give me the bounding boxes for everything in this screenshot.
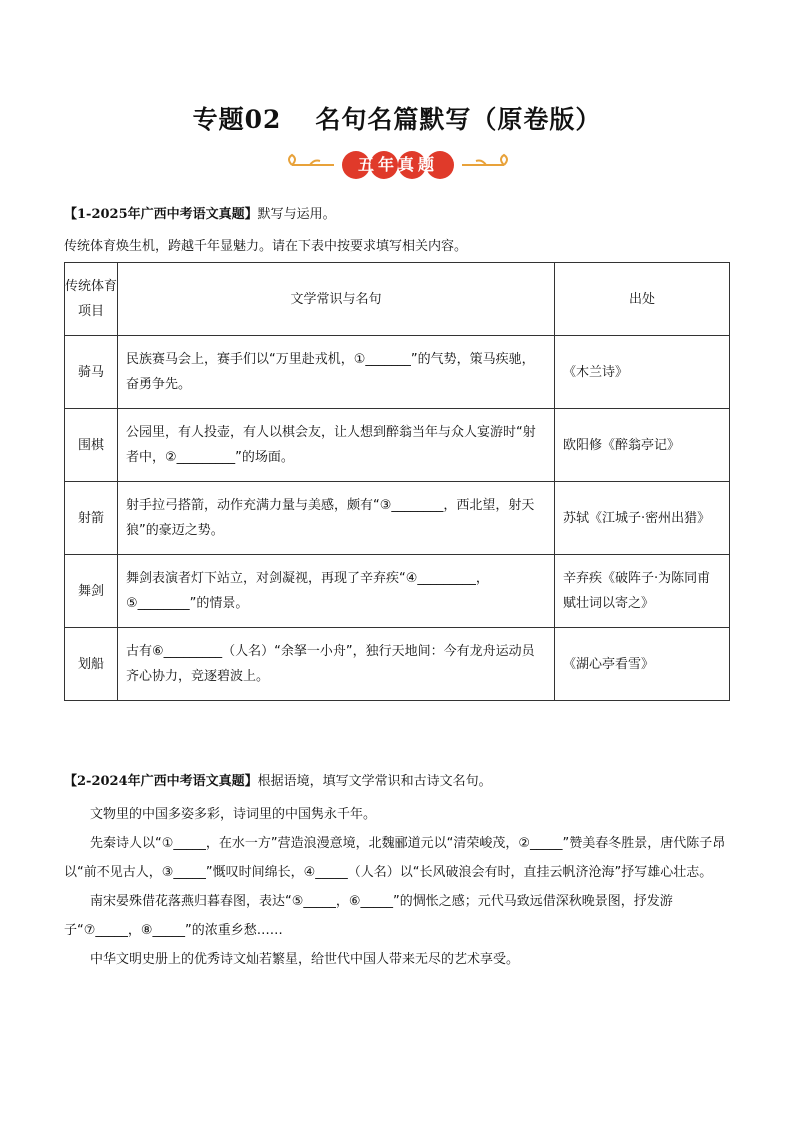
question-2-tag: 【2-2024年广西中考语文真题】 — [64, 774, 258, 789]
source-cell: 苏轼《江城子·密州出猎》 — [555, 482, 730, 555]
paragraph: 先秦诗人以“①_____，在水一方”营造浪漫意境，北魏郦道元以“清荣峻茂，②_____”赞美春冬胜景，唐代陈子昂以“前不见古人，③_____”慨叹时间绵长，④_____（人名）以“长风破浪会有时，直挂云帆济沧海”抒写雄心壮志。 — [64, 836, 726, 880]
source-cell: 《湖心亭看雪》 — [555, 628, 730, 701]
question-1-instruction: 默写与运用。 — [257, 207, 336, 222]
question-1-intro: 传统体育焕生机，跨越千年显魅力。请在下表中按要求填写相关内容。 — [64, 239, 468, 254]
section-banner — [282, 147, 514, 183]
table-header-row — [65, 263, 730, 336]
table-row — [65, 555, 730, 628]
text-cell: 民族赛马会上，赛手们以“万里赴戎机，①_______”的气势，策马疾驰，奋勇争先。 — [118, 336, 555, 409]
table-row — [65, 336, 730, 409]
sport-cell: 舞剑 — [65, 555, 118, 628]
text-cell: 古有⑥_________（人名）“余拏一小舟”，独行天地间：今有龙舟运动员齐心协力，竞逐碧波上。 — [118, 628, 555, 701]
question-2-heading — [64, 773, 492, 791]
paragraph: 中华文明史册上的优秀诗文灿若繁星，给世代中国人带来无尽的艺术享受。 — [90, 952, 520, 967]
paragraph: 文物里的中国多姿多彩，诗词里的中国隽永千年。 — [90, 807, 377, 822]
banner-label: 五年真题 — [357, 155, 438, 174]
paragraph: 南宋晏殊借花落燕归暮春图，表达“⑤_____，⑥_____”的惆怅之感；元代马致远借深秋晚景图，抒发游子“⑦_____，⑧_____”的浓重乡愁…… — [64, 894, 673, 938]
question-1-tag: 【1-2025年广西中考语文真题】 — [64, 207, 258, 222]
title-prefix: 专题02 — [192, 105, 282, 134]
header-sport: 传统体育项目 — [65, 263, 118, 336]
text-cell: 公园里，有人投壶，有人以棋会友，让人想到醉翁当年与众人宴游时“射者中，②_________”的场面。 — [118, 409, 555, 482]
table-row — [65, 409, 730, 482]
question-2-body — [64, 800, 734, 974]
source-cell: 《木兰诗》 — [555, 336, 730, 409]
text-cell: 舞剑表演者灯下站立，对剑凝视，再现了辛弃疾“④_________，⑤________”的情景。 — [118, 555, 555, 628]
text-cell: 射手拉弓搭箭，动作充满力量与美感，颇有“③________，西北望，射天狼”的豪迈之势。 — [118, 482, 555, 555]
source-cell: 欧阳修《醉翁亭记》 — [555, 409, 730, 482]
sport-cell: 射箭 — [65, 482, 118, 555]
source-cell: 辛弃疾《破阵子·为陈同甫赋壮词以寄之》 — [555, 555, 730, 628]
table-row — [65, 628, 730, 701]
sport-cell: 骑马 — [65, 336, 118, 409]
sport-cell: 围棋 — [65, 409, 118, 482]
table-row — [65, 482, 730, 555]
title-main: 名句名篇默写（原卷版） — [315, 105, 602, 134]
question-2-instruction: 根据语境，填写文学常识和古诗文名句。 — [257, 774, 492, 789]
header-text: 文学常识与名句 — [118, 263, 555, 336]
page-title — [0, 100, 794, 136]
sport-cell: 划船 — [65, 628, 118, 701]
sports-table — [64, 262, 730, 701]
header-source: 出处 — [555, 263, 730, 336]
question-1-heading — [64, 206, 336, 224]
